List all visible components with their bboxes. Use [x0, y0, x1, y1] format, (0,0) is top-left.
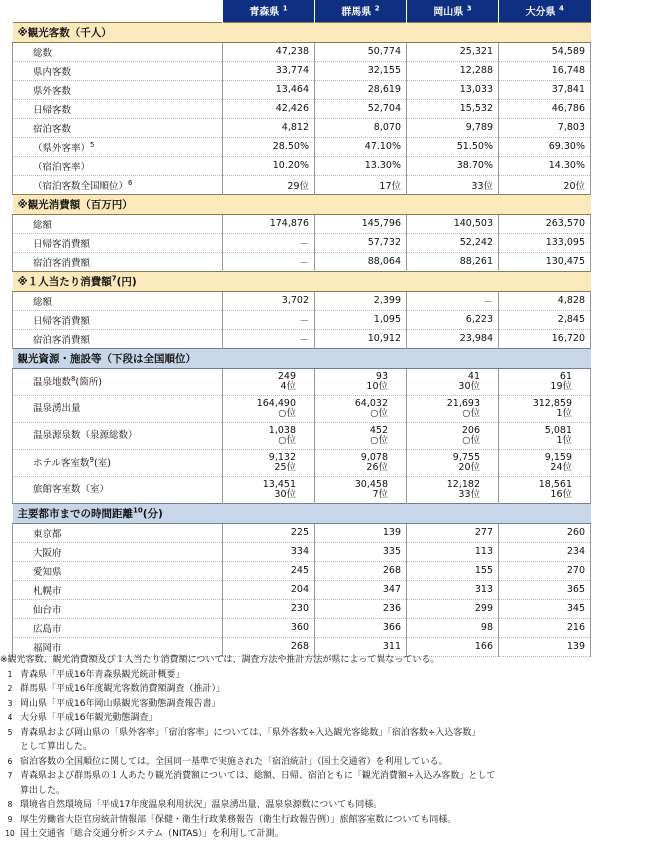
row-label [13, 599, 223, 618]
row-label-text: 広島市 [33, 623, 62, 635]
note-mark: 5 [90, 140, 95, 149]
national-rank: 1位 [556, 434, 572, 446]
table-row [13, 599, 591, 618]
table-row [13, 542, 591, 561]
row-label-text: 総額 [33, 219, 53, 231]
row-label-text: 温泉源泉数（泉源総数） [33, 429, 138, 441]
value-cell: 47,238 [223, 42, 315, 61]
row-label-text: 温泉湧出量 [33, 402, 81, 414]
prefecture-name: 青森県 [249, 7, 280, 19]
section-travel-time [13, 503, 591, 523]
footnote-text: 算出した。 [20, 785, 66, 796]
value-cell: 9,789 [407, 118, 499, 137]
row-label [13, 476, 223, 503]
value-cell: 28.50% [223, 137, 315, 156]
national-rank: 26位 [366, 461, 388, 473]
value-cell: 25,321 [407, 42, 499, 61]
note-mark: 7 [111, 274, 117, 282]
table-row [13, 118, 591, 137]
section-visitors [13, 22, 591, 42]
value-cell: － [407, 291, 499, 310]
value-cell: 23,984 [407, 329, 499, 348]
table-row [13, 214, 591, 233]
value: 206 [461, 424, 480, 436]
value-cell: 130,475 [499, 252, 591, 271]
value-cell: 236 [315, 599, 407, 618]
footnote-text: 厚生労働省大臣官房統計情報部「保健・衛生行政業務報告（衛生行政報告例）」旅館客室数についても同様。 [20, 814, 457, 825]
national-rank: ○位 [370, 407, 388, 419]
row-label-text: （宿泊客数全国順位） [33, 180, 129, 192]
header-prefecture [223, 0, 315, 22]
value-cell: 347 [315, 580, 407, 599]
table-row [13, 395, 591, 422]
table-row [13, 175, 591, 194]
footnote-text: 国土交通省「総合交通分析システム（NITAS）」を利用して計測。 [20, 829, 284, 839]
value-cell [223, 368, 315, 395]
value-cell [407, 449, 499, 476]
table-row [13, 310, 591, 329]
value-cell [315, 395, 407, 422]
footnote-number: 9 [7, 814, 13, 824]
value-cell: 155 [407, 561, 499, 580]
value-cell: － [223, 252, 315, 271]
value-cell: 145,796 [315, 214, 407, 233]
national-rank: 19位 [550, 380, 572, 392]
value-cell [407, 395, 499, 422]
value: 41 [467, 370, 480, 382]
tourism-table [12, 0, 591, 657]
value-cell: 16,748 [499, 61, 591, 80]
row-label-text: 総額 [33, 296, 53, 308]
footnote [0, 711, 659, 726]
section-label: ※観光消費額（百万円） [17, 198, 133, 211]
value-cell [315, 476, 407, 503]
value-cell: 2,399 [315, 291, 407, 310]
value-cell: 234 [499, 542, 591, 561]
value-cell: 204 [223, 580, 315, 599]
footnote-text: 大分県「平成16年観光動態調査」 [20, 713, 158, 723]
section-unit: (分) [142, 507, 163, 520]
value-cell: 37,841 [499, 80, 591, 99]
value-cell: 13,464 [223, 80, 315, 99]
value-cell [315, 422, 407, 449]
value-cell: 46,786 [499, 99, 591, 118]
value-cell [407, 476, 499, 503]
note-mark: 10 [133, 506, 143, 514]
table-row [13, 561, 591, 580]
value-cell: 33,774 [223, 61, 315, 80]
national-rank: ○位 [370, 434, 388, 446]
row-label-text: 仙台市 [33, 604, 62, 616]
table-row [13, 449, 591, 476]
section-label: 主要都市までの時間距離 [17, 507, 133, 520]
value: 1,038 [268, 424, 296, 436]
row-label [13, 523, 223, 542]
value: 64,032 [354, 397, 388, 409]
footnote [0, 827, 659, 842]
row-label-text: 宿泊客数 [33, 123, 72, 135]
row-label [13, 80, 223, 99]
footnote [0, 769, 659, 784]
value: 18,561 [538, 478, 572, 490]
value-cell [315, 368, 407, 395]
row-label [13, 233, 223, 252]
national-rank: 25位 [274, 461, 296, 473]
value-cell: 225 [223, 523, 315, 542]
section-title [13, 503, 591, 523]
national-rank: 30位 [458, 380, 480, 392]
value-cell: 52,242 [407, 233, 499, 252]
row-label [13, 449, 223, 476]
value: 9,132 [268, 451, 296, 463]
row-label-text: 日帰客消費額 [33, 238, 91, 250]
footnote-number: 10 [5, 829, 15, 838]
value: 5,081 [544, 424, 572, 436]
section-label: ※１人当たり消費額 [17, 275, 112, 288]
value: 249 [277, 370, 296, 382]
row-label-text: 福岡市 [33, 642, 62, 654]
value-cell: － [223, 310, 315, 329]
footnote-text: 青森県「平成16年青森県観光統計概要」 [20, 669, 185, 680]
row-label-text: 温泉地数 [33, 377, 72, 389]
table-row [13, 422, 591, 449]
value-cell: 133,095 [499, 233, 591, 252]
section-title [13, 348, 591, 368]
note-mark: 9 [89, 456, 94, 465]
row-label-text: 総数 [33, 47, 53, 59]
value-cell: 313 [407, 580, 499, 599]
value-cell: 7,803 [499, 118, 591, 137]
footnote-text: 群馬県「平成16年度観光客数消費額調査（推計）」 [20, 684, 225, 694]
row-label-text: （県外客率） [33, 142, 91, 154]
row-label-text: （宿泊客率） [33, 161, 91, 173]
value-cell [407, 422, 499, 449]
footnote-text: として算出した。 [20, 742, 93, 752]
national-rank: ○位 [462, 407, 480, 419]
footnote-number: 6 [7, 756, 13, 766]
section-label: ※観光客数（千人） [17, 26, 112, 39]
row-unit: (箇所) [75, 377, 102, 389]
value: 93 [375, 370, 388, 382]
value: 452 [369, 424, 388, 436]
row-label [13, 561, 223, 580]
header-prefecture [315, 0, 407, 22]
row-label [13, 214, 223, 233]
footnote-text: 青森県および群馬県の１人あたり観光消費額については、総額、日帰、宿泊ともに「観光消費額÷入込み客数」として [20, 771, 496, 781]
footnote-number: 8 [7, 800, 13, 809]
national-rank: 33位 [458, 488, 480, 500]
value-cell: 2,845 [499, 310, 591, 329]
value-cell: 98 [407, 618, 499, 637]
prefecture-name: 群馬県 [341, 7, 372, 19]
table-row [13, 368, 591, 395]
row-label-text: 県外客数 [33, 85, 72, 97]
value-cell: 52,704 [315, 99, 407, 118]
value-cell: 38.70% [407, 156, 499, 175]
row-label-text: 愛知県 [33, 566, 62, 578]
value: 9,159 [544, 451, 572, 463]
value-cell: 299 [407, 599, 499, 618]
footnote-number: 4 [7, 713, 13, 722]
value-cell [499, 476, 591, 503]
value-cell: 10.20% [223, 156, 315, 175]
value-cell: 311 [315, 637, 407, 656]
section-unit: (円) [116, 275, 137, 288]
footnote-text: 青森県および岡山県の「県外客率」「宿泊客率」については、「県外客数÷入込観光客総数」「宿泊客数÷入込客数」 [20, 727, 481, 738]
table-row [13, 156, 591, 175]
value: 312,859 [532, 397, 572, 409]
value-cell [407, 368, 499, 395]
value-cell: 28,619 [315, 80, 407, 99]
section-per-capita [13, 271, 591, 291]
value-cell: 139 [315, 523, 407, 542]
value-cell: 51.50% [407, 137, 499, 156]
footnote [0, 697, 659, 712]
row-label-text: ホテル客室数 [33, 458, 90, 470]
header-prefecture [499, 0, 591, 22]
value-cell: 16,720 [499, 329, 591, 348]
table-row [13, 252, 591, 271]
row-label [13, 580, 223, 599]
footnote-text: 宿泊客数の全国順位に関しては、全国同一基準で実施された「宿泊統計」（国土交通省）を利用している。 [20, 756, 448, 767]
value-cell: 345 [499, 599, 591, 618]
national-rank: ○位 [462, 434, 480, 446]
table-row [13, 476, 591, 503]
national-rank: 4位 [280, 380, 296, 392]
table-row [13, 523, 591, 542]
value-cell [499, 368, 591, 395]
national-rank: 20位 [458, 461, 480, 473]
row-label-text: 県内客数 [33, 66, 72, 78]
footnote [0, 813, 659, 828]
value-cell: 42,426 [223, 99, 315, 118]
value-cell: 29位 [223, 175, 315, 194]
table-row [13, 618, 591, 637]
value: 13,451 [262, 478, 296, 490]
value-cell: 335 [315, 542, 407, 561]
value-cell: 54,589 [499, 42, 591, 61]
prefecture-name: 岡山県 [433, 7, 464, 19]
value-cell [499, 422, 591, 449]
value: 30,458 [354, 478, 388, 490]
value-cell: 50,774 [315, 42, 407, 61]
source-mark: 3 [466, 4, 472, 13]
value-cell: 3,702 [223, 291, 315, 310]
national-rank: 1位 [556, 407, 572, 419]
table-row [13, 137, 591, 156]
row-label-text: 宿泊客消費額 [33, 257, 91, 269]
row-label [13, 42, 223, 61]
row-label [13, 542, 223, 561]
source-mark: 1 [282, 4, 288, 13]
footnote-number: 2 [7, 684, 13, 693]
value-cell: 263,570 [499, 214, 591, 233]
value-cell: 13.30% [315, 156, 407, 175]
value: 9,078 [360, 451, 388, 463]
footnote [0, 755, 659, 770]
footnotes [0, 653, 659, 842]
value: 21,693 [446, 397, 480, 409]
value-cell: 1,095 [315, 310, 407, 329]
footnote-number [0, 784, 20, 799]
value-cell: 17位 [315, 175, 407, 194]
footnote-number: 7 [7, 771, 13, 780]
row-label [13, 291, 223, 310]
row-label [13, 618, 223, 637]
row-label [13, 422, 223, 449]
value-cell [223, 449, 315, 476]
section-title [13, 271, 591, 291]
value-cell: 216 [499, 618, 591, 637]
value-cell: － [223, 329, 315, 348]
value-cell: 8,070 [315, 118, 407, 137]
footnote [0, 726, 659, 741]
row-label-text: 大阪府 [33, 547, 62, 559]
value-cell: 6,223 [407, 310, 499, 329]
value-cell: 139 [499, 637, 591, 656]
table-row [13, 233, 591, 252]
row-label [13, 99, 223, 118]
row-unit: (室) [94, 458, 111, 470]
value-cell: 366 [315, 618, 407, 637]
national-rank: 30位 [274, 488, 296, 500]
national-rank: 7位 [372, 488, 388, 500]
footnote-number: 1 [7, 669, 13, 679]
footnote [0, 798, 659, 813]
national-rank: ○位 [278, 407, 296, 419]
value: 164,490 [256, 397, 296, 409]
value-cell: 12,288 [407, 61, 499, 80]
note-mark: 6 [128, 178, 133, 187]
footnote [0, 682, 659, 697]
value-cell [315, 449, 407, 476]
value-cell: 360 [223, 618, 315, 637]
row-label-text: 札幌市 [33, 585, 62, 597]
value-cell: 174,876 [223, 214, 315, 233]
value-cell: 14.30% [499, 156, 591, 175]
table-row [13, 42, 591, 61]
value-cell: 166 [407, 637, 499, 656]
value-cell [223, 476, 315, 503]
value-cell: 113 [407, 542, 499, 561]
value-cell [499, 449, 591, 476]
footnote-text: 環境省自然環境局「平成17年度温泉利用状況」温泉湧出量、温泉泉源数についても同様。 [20, 800, 383, 810]
value-cell: 4,812 [223, 118, 315, 137]
value: 12,182 [446, 478, 480, 490]
value-cell: 69.30% [499, 137, 591, 156]
row-label-text: 東京都 [33, 528, 62, 540]
section-resources [13, 348, 591, 368]
header-corner [13, 0, 223, 22]
table-row [13, 291, 591, 310]
header-row [13, 0, 591, 22]
row-label [13, 395, 223, 422]
table-row [13, 80, 591, 99]
value-cell: 270 [499, 561, 591, 580]
note-mark: 8 [71, 375, 76, 384]
footnote [0, 740, 659, 755]
row-label [13, 175, 223, 194]
value-cell: 88,064 [315, 252, 407, 271]
table-row [13, 61, 591, 80]
footnote [0, 784, 659, 799]
footnote [0, 668, 659, 683]
footnote-text: 岡山県「平成16年岡山県観光客動態調査報告書」 [20, 698, 221, 709]
value-cell: 245 [223, 561, 315, 580]
value-cell: 277 [407, 523, 499, 542]
row-label [13, 61, 223, 80]
value-cell: 260 [499, 523, 591, 542]
value-cell: 365 [499, 580, 591, 599]
value: 61 [559, 370, 572, 382]
source-mark: 2 [374, 4, 380, 13]
prefecture-name: 大分県 [525, 7, 556, 19]
table-row [13, 99, 591, 118]
header-prefecture [407, 0, 499, 22]
row-label-text: 日帰客消費額 [33, 315, 91, 327]
value-cell [223, 395, 315, 422]
row-label [13, 310, 223, 329]
value-cell [499, 395, 591, 422]
value-cell: 88,261 [407, 252, 499, 271]
table-row [13, 329, 591, 348]
value-cell [223, 422, 315, 449]
value-cell: 268 [315, 561, 407, 580]
value-cell: 47.10% [315, 137, 407, 156]
section-title [13, 22, 591, 42]
row-label-text: 宿泊客消費額 [33, 334, 91, 346]
row-label-text: 旅館客室数（室） [33, 483, 110, 495]
value-cell: 13,033 [407, 80, 499, 99]
value-cell: 4,828 [499, 291, 591, 310]
value-cell: 140,503 [407, 214, 499, 233]
row-label [13, 118, 223, 137]
value-cell: 20位 [499, 175, 591, 194]
row-label-text: 日帰客数 [33, 104, 72, 116]
row-label [13, 329, 223, 348]
value-cell: － [223, 233, 315, 252]
footnote-number: 5 [7, 727, 13, 737]
national-rank: ○位 [278, 434, 296, 446]
national-rank: 16位 [550, 488, 572, 500]
national-rank: 10位 [366, 380, 388, 392]
value-cell: 32,155 [315, 61, 407, 80]
row-label [13, 252, 223, 271]
table-row [13, 580, 591, 599]
section-label: 観光資源・施設等（下段は全国順位） [17, 352, 196, 365]
value-cell: 33位 [407, 175, 499, 194]
row-label [13, 137, 223, 156]
section-consumption [13, 194, 591, 214]
national-rank: 24位 [550, 461, 572, 473]
footnote-number: 3 [7, 698, 13, 708]
row-label [13, 368, 223, 395]
footnote-number [0, 740, 20, 755]
value-cell: 334 [223, 542, 315, 561]
row-label [13, 156, 223, 175]
source-mark: 4 [559, 4, 564, 13]
value-cell: 10,912 [315, 329, 407, 348]
value-cell: 230 [223, 599, 315, 618]
value-cell: 15,532 [407, 99, 499, 118]
value: 9,755 [452, 451, 480, 463]
value-cell: 57,732 [315, 233, 407, 252]
value-cell: 268 [223, 637, 315, 656]
section-title [13, 194, 591, 214]
note-head: ※観光客数、観光消費額及び１人当たり消費額については、調査方法や推計方法が県によって異なっている。 [0, 655, 440, 665]
